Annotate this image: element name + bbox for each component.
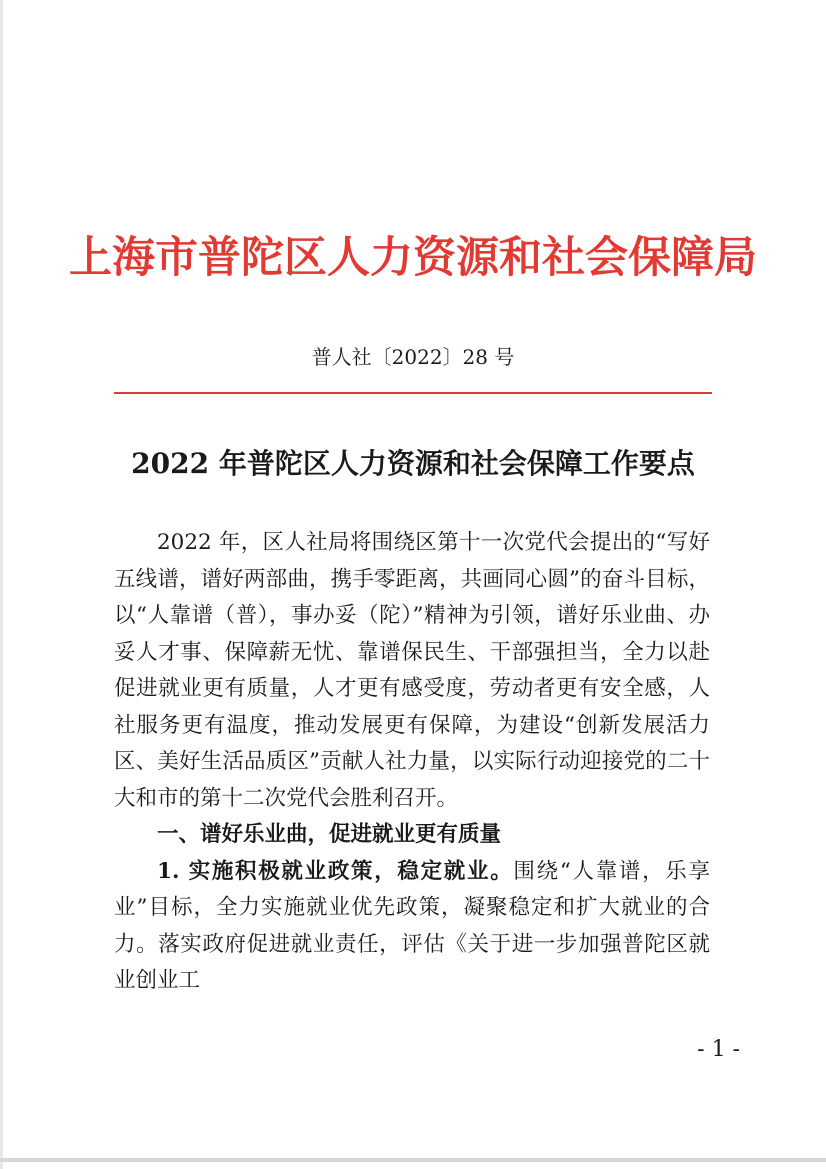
document-title: 2022 年普陀区人力资源和社会保障工作要点 xyxy=(131,447,695,480)
page-number: - 1 - xyxy=(697,1037,740,1062)
item-text: 围绕“人靠谱，乐享业”目标，全力实施就业优先政策，凝聚稳定和扩大就业的合力。落实政府促进就业责任，评估《关于进一步加强普陀区就业创业工 xyxy=(114,858,711,993)
agency-header: 上海市普陀区人力资源和社会保障局 xyxy=(69,233,757,283)
section-heading: 一、谱好乐业曲，促进就业更有质量 xyxy=(157,822,502,847)
red-divider xyxy=(114,392,712,394)
item-lead: 1. 实施积极就业政策，稳定就业。 xyxy=(157,858,514,884)
scan-edge xyxy=(0,0,3,1169)
item-paragraph xyxy=(114,854,710,1000)
scan-bottom-edge xyxy=(0,1158,826,1162)
document-body xyxy=(114,525,710,1000)
intro-paragraph: 2022 年，区人社局将围绕区第十一次党代会提出的“写好五线谱，谱好两部曲，携手零距离，共画同心圆”的奋斗目标，以“人靠谱（普），事办妥（陀）”精神为引领，谱好乐业曲、办妥人才事、保障薪无忧、靠谱保民生、干部强担当，全力以赴促进就业更有质量，人才更有感受度，劳动者更有安全感，人社服务更有温度，推动发展更有保障，为建设“创新发展活力区、美好生活品质区”贡献人社力量，以实际行动迎接党的二十大和市的第十二次党代会胜利召开。 xyxy=(114,530,710,811)
document-number: 普人社〔2022〕28 号 xyxy=(311,345,515,369)
